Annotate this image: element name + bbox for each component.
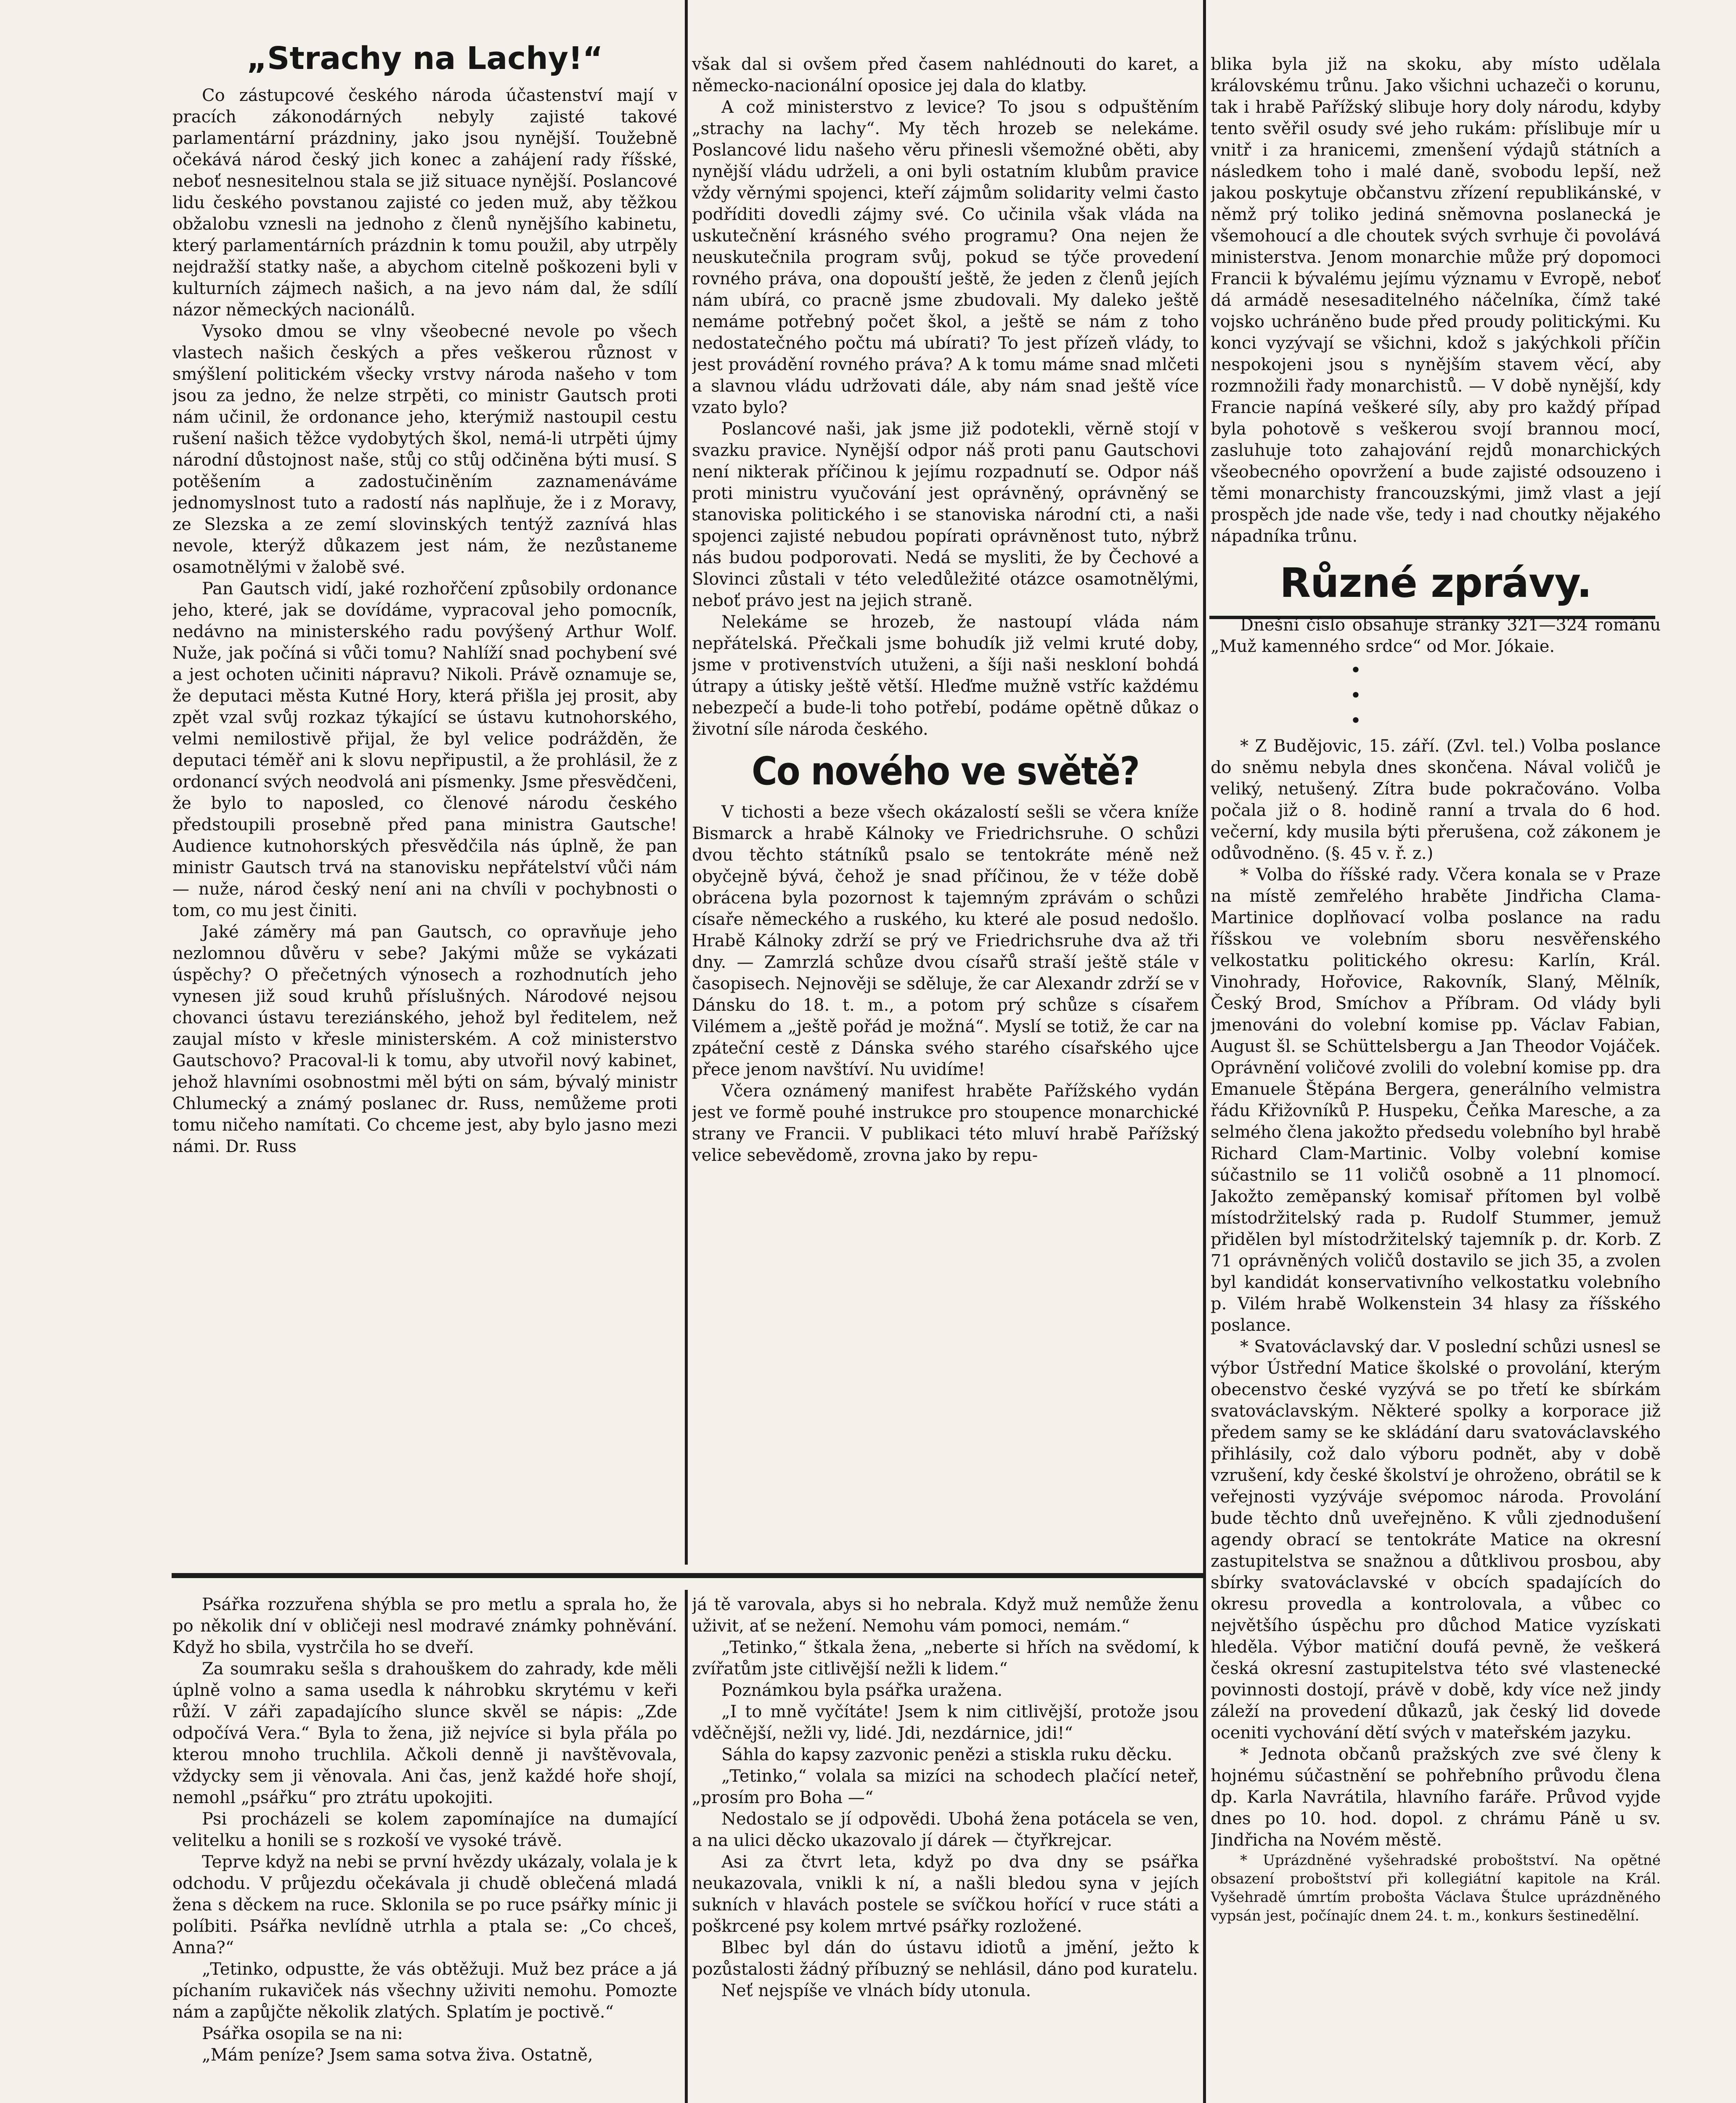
feuilleton-paragraph: Neť nejspíše ve vlnách bídy utonula. — [721, 1981, 1031, 2000]
article-paragraph: Včera oznámený manifest hraběte Pařížského vydán jest ve formě pouhé instrukce pro stoupence monarchické strany ve Francii. V publikaci této mluví hrabě Pařížský velice sebevědomě, zrovna jako by repu- — [692, 1081, 1199, 1165]
feuilleton-paragraph: Nedostalo se jí odpovědi. Ubohá žena potácela se ven, a na ulici děcko ukazovalo jí dárek — čtyřkrejcar. — [692, 1809, 1199, 1850]
novel-notice: Dnešní číslo obsahuje stránky 321—324 románu „Muž kamenného srdce“ od Mor. Jókaie. — [1211, 615, 1661, 656]
article-paragraph: blika byla již na skoku, aby místo udělala královskému trůnu. Jako všichni uchazeči o korunu, tak i hrabě Pařížský slibuje hory doly národu, kdyby tento svěřil osudy své jeho rukám: příslibuje mír u vnitř i za hranicemi, zmenšení výdajů státních a následkem toho i malé daně, svobodu lepší, než jakou poskytuje občanstvu zřízení republikánské, v němž prý toliko jediná sněmovna poslanecká je všemohoucí a dle choutek svých svrhuje či povolává ministerstva. Jenom monarchie může prý dopomoci Francii k bývalému jejímu významu v Evropě, neboť dá armádě nesesaditelného náčelníka, čímž také vojsko uchráněno bude před proudy politickými. Ku konci vyzývají se všichni, kdož s jakýchkoli příčin nespokojeni jsou s nynějším stavem věcí, aby rozmnožili řady monarchistů. — V době nynější, kdy Francie napíná veškeré síly, aby pro každý případ byla pohotově s veškerou svojí brannou mocí, zasluhuje toto zahajování rejdů monarchických všeobecného opovržení a bude zajisté odsouzeno i těmi monarchisty francouzskými, jimž vlast a její prospěch jde nade vše, tedy i nad choutky nějakého nápadníka trůnu. — [1211, 55, 1661, 546]
feuilleton-paragraph: Poznámkou byla psářka uražena. — [721, 1681, 1003, 1700]
article-paragraph: Poslancové naši, jak jsme již podotekli, věrně stojí v svazku pravice. Nynější odpor náš proti panu Gautschovi není nikterak příčinou k jejímu rozpadnutí se. Odpor náš proti ministru vyučování jest oprávněný, oprávněný se stanoviska politického i se stanoviska národní cti, a naši spojenci zajisté nebudou popírati oprávněnost tuto, nýbrž nás budou podporovati. Nedá se mysliti, že by Čechové a Slovinci zůstali v této veledůležité otázce osamotnělými, neboť právo jest na jejich straně. — [692, 419, 1199, 610]
feuilleton-paragraph: „Mám peníze? Jsem sama sotva živa. Ostatně, — [202, 2045, 593, 2065]
feuilleton-rule — [172, 1573, 1204, 1578]
column-rule-middle — [1203, 0, 1206, 2103]
feuilleton-paragraph: Psářka rozzuřena shýbla se pro metlu a sprala ho, že po několik dní v obličeji nesl modravé známky pohněvání. Když ho sbila, vystrčila ho se dveří. — [172, 1595, 677, 1657]
article-paragraph: Co zástupcové českého národa účastenství mají v pracích zákonodárných nebyly zajisté takové parlamentární prázdniny, jako jsou nynější. Toužebně očekává národ český jich konec a zahájení rady říšské, neboť nesnesitelnou stala se již situace nynější. Poslancové lidu českého povstanou zajisté co jeden muž, aby těžkou obžalobu vznesli na jednoho z členů nynějšího kabinetu, který parlamentárních prázdnin k tomu použil, aby utrpěly nejdražší statky naše, a abychom citelně poškozeni byli v kulturních zájmech našich, a na jevo nám dal, že sdílí názor německých nacionálů. — [172, 86, 677, 320]
news-item: * Jednota občanů pražských zve své členy k hojnému súčastnění se pohřebního průvodu člena dp. Karla Navrátila, hlavního faráře. Průvod vyjde dnes po 10. hod. dopol. z chrámu Páně u sv. Jindřicha na Novém městě. — [1211, 1745, 1661, 1850]
article-paragraph: V tichosti a beze všech okázalostí sešli se včera kníže Bismarck a hrabě Kálnoky ve Friedrichsruhe. O schůzi dvou těchto státníků psalo se tentokráte méně než obyčejně bývá, čehož je snad příčinou, že v téže době obrácena byla pozornost k tajemným zprávám o schůzi císaře německého a ruského, ku které ale posud nedošlo. Hrabě Kálnoky zdrží se prý ve Friedrichsruhe dva až tři dny. — Zamrzlá schůze dvou císařů straší ještě stále v časopisech. Nejnověji se sděluje, že car Alexandr zdrží se v Dánsku do 18. t. m., a potom prý schůze s císařem Vilémem a „ještě pořád je možná“. Myslí se totiž, že car na zpáteční cestě z Dánska svého starého císařského ujce přece jenom navštíví. Nu uvidíme! — [692, 803, 1199, 1079]
news-item: * Volba do říšské rady. Včera konala se v Praze na místě zemřelého hraběte Jindřicha Clama-Martinice doplňovací volba poslance na radu říšskou ve volebním sboru nesvěřenského velkostatku politického okresu: Karlín, Král. Vinohrady, Hořovice, Rakovník, Slaný, Mělník, Český Brod, Smíchov a Příbram. Od vlády byli jmenováni do volební komise pp. Václav Fabian, August šl. se Schüttelsbergu a Jan Theodor Vojáček. Oprávnění voličové zvolili do volební komise pp. dra Emanuele Štěpána Bergera, generálního velmistra řádu Křižovníků P. Huspeku, Čeňka Maresche, a za selmého člena jakožto předsedu volebního byl hrabě Richard Clam-Martinic. Volby volební komise súčastnilo se 11 voličů osobně a 11 plnomocí. Jakožto zeměpanský komisař přítomen byl volbě místodržitelský rada p. Rudolf Stummer, jemuž přidělen byl místodržitelský tajemník p. dr. Korb. Z 71 oprávněných voličů dostavilo se jich 35, a zvolen byl kandidát konservativního velkostatku volebního p. Vilém hrabě Wolkenstein 34 hlasy za říšského poslance. — [1211, 865, 1661, 1335]
section-title-world: Co nového ve světě? — [752, 749, 1139, 794]
feuilleton-paragraph: Asi za čtvrt leta, když po dva dny se psářka neukazovala, vnikli k ní, a našli bledou syna v jejích sukních v hlavách postele se svíčkou hořící v ruce státi a poškrcené psy kolem mrtvé psářky rozložené. — [692, 1852, 1199, 1936]
column-world-news — [692, 54, 1199, 1568]
feuilleton-middle — [692, 1594, 1199, 2103]
article-paragraph: však dal si ovšem před časem nahlédnouti do karet, a německo-nacionální oposice jej dala do klatby. — [692, 55, 1199, 95]
article-paragraph: Vysoko dmou se vlny všeobecné nevole po všech vlastech našich českých a přes veškerou různost v smýšlení politickém všecky vrstvy národa našeho v tom jsou za jedno, že nelze strpěti, co ministr Gautsch proti nám učinil, že ordonance jeho, kterýmiž nastoupil cestu rušení našich těžce vydobytých škol, nemá-li utrpěti újmy národní důstojnost naše, stůj co stůj odčiněna býti musí. S potěšením a zadostučiněním zaznamenáváme jednomyslnost tuto a radostí nás naplňuje, že i z Moravy, ze Slezska a ze zemí slovinských tentýž zaznívá hlas nevole, kterýž důkazem jest nám, že nezůstaneme osamotnělými v žalobě své. — [172, 322, 677, 577]
article-paragraph: A což ministerstvo z levice? To jsou s odpuštěním „strachy na lachy“. My těch hrozeb se nelekáme. Poslancové lidu našeho věru přinesli všemožné oběti, aby nynější vládu udrželi, a oni byli ostatním klubům pravice vždy věrnými spojenci, kteří zájmům solidarity velmi často podříditi dovedli zájmy své. Co učinila však vláda na uskutečnění krásného svého programu? Ona nejen že neuskutečnila program svůj, pokud se týče provedení rovného práva, ona dopouští ještě, že jeden z členů jejích nám ubírá, co pracně jsme zbudovali. My daleko ještě nemáme potřebný počet škol, a ještě se nám z toho nedostatečného počtu má ubírati? To jest přízeň vlády, to jest provádění rovného práva? A k tomu máme snad mlčeti a slavnou vládu udržovati dále, aby nám snad ještě více vzato bylo? — [692, 98, 1199, 417]
news-item: * Z Budějovic, 15. září. (Zvl. tel.) Volba poslance do sněmu nebyla dnes skončena. Nával voličů je veliký, netušený. Zítra bude pokračováno. Volba počala již o 8. hodině ranní a trvala do 6 hod. večerní, kdy musila býti přerušena, což zákonem je odůvodněno. (§. 45 v. ř. z.) — [1211, 736, 1661, 863]
news-item: * Svatováclavský dar. V poslední schůzi usnesl se výbor Ústřední Matice školské o provolání, kterým obecenstvo české vyzývá se po třetí ke sbírkám svatováclavským. Některé spolky a korporace již předem samy se ke skládání daru svatováclavského přihlásily, což dalo výboru podnět, aby v době vzrušení, kdy české školství je ohroženo, obrátil se k veřejnosti vyzýváje svépomoc národa. Provolání bude těchto dnů uveřejněno. K vůli zjednodušení agendy obrací se tentokráte Matice na okresní zastupitelstva se snažnou a důtklivou prosbou, aby sbírky svatováclavské v obcích spadajících do okresu provedla a kontrolovala, a vůbec co největšího úspěchu pro důchod Matice vyzískati hleděla. Výbor matiční doufá pevně, že veškerá česká okresní zastupitelstva této své vlastenecké povinnosti dostojí, právě v době, kdy více než jindy záleží na provedení důkazů, jak český lid dovede oceniti vychování dětí svých v mateřském jazyku. — [1211, 1337, 1661, 1743]
article-paragraph: Jaké záměry má pan Gautsch, co opravňuje jeho nezlomnou důvěru v sebe? Jakými může se vykázati úspěchy? O přečetných výnosech a rozhodnutích jeho vynesen již soud kruhů příslušných. Národové nejsou chovanci ústavu tereziánského, jehož byl ředitelem, než zaujal místo v křesle ministerském. A což ministerstvo Gautschovo? Pracoval-li k tomu, aby utvořil nový kabinet, jehož hlavními osobnostmi měl býti on sám, bývalý ministr Chlumecký a známý poslanec dr. Russ, nemůžeme proti tomu ničeho namítati. Co chceme jest, aby bylo jasno mezi námi. Dr. Russ — [172, 922, 677, 1156]
feuilleton-paragraph: „Tetinko, odpustte, že vás obtěžuji. Muž bez práce a já píchaním rukaviček nás všechny uživiti nemohu. Pomozte nám a zapůjčte několik zlatých. Splatím je poctivě.“ — [172, 1960, 677, 2022]
column-lead-article — [172, 38, 677, 1569]
column-rule-left — [685, 0, 688, 1565]
feuilleton-paragraph: Teprve když na nebi se první hvězdy ukázaly, volala je k odchodu. V průjezdu očekávala ji chudě oblečená mladá žena s děckem na ruce. Sklonila se po ruce psářky mínic ji políbiti. Psářka nevlídně utrhla a ptala se: „Co chceš, Anna?“ — [172, 1852, 677, 1957]
separator-dots: • • • — [1350, 659, 1521, 732]
section-title-misc: Různé zprávy. — [1280, 559, 1592, 607]
feuilleton-left — [172, 1594, 677, 2103]
feuilleton-paragraph: Sáhla do kapsy zazvonic penězi a stiskla ruku děcku. — [721, 1745, 1173, 1764]
feuilleton-paragraph: „Tetinko,“ štkala žena, „neberte si hřích na svědomí, k zvířatům jste citlivější nežli k lidem.“ — [692, 1638, 1199, 1679]
article-paragraph: Nelekáme se hrozeb, že nastoupí vláda nám nepřátelská. Přečkali jsme bohudík již velmi kruté doby, jsme v protivenstvích utuženi, a šíji naši neskloní bohdá útrapy a útisky ještě větší. Hleďme mužně vstříc každému nebezpečí a bude-li toho potřebí, podáme opětně důkaz o životní síle národa českého. — [692, 612, 1199, 739]
feuilleton-paragraph: Psi procházeli se kolem zapomínajíce na dumající velitelku a honili se s rozkoší ve vysoké trávě. — [172, 1809, 677, 1850]
feuilleton-paragraph: já tě varovala, abys si ho nebrala. Když muž nemůže ženu uživit, ať se nežení. Nemohu vám pomoci, nemám.“ — [692, 1595, 1199, 1636]
news-note: * Uprázdněné vyšehradské proboštství. Na opětné obsazení proboštství při kollegiátní kapitole na Král. Vyšehradě úmrtím probošta Václava Štulce uprázdněného vypsán jest, počínajíc dnem 24. t. m., konkurs šestinedělní. — [1211, 1852, 1661, 1924]
feuilleton-paragraph: „Tetinko,“ volala sa mizíci na schodech plačící neteř, „prosím pro Boha —“ — [692, 1767, 1199, 1807]
column-rule-feuilleton — [685, 1590, 688, 2103]
column-miscellaneous — [1211, 54, 1661, 2103]
feuilleton-paragraph: Za soumraku sešla s drahouškem do zahrady, kde měli úplně volno a sama usedla k náhrobku skrytému v keři růží. V záři zapadajícího slunce skvěl se nápis: „Zde odpočívá Vera.“ Byla to žena, již nejvíce si byla přála po kterou mnoho truchlila. Ačkoli denně ji navštěvovala, vždycky sem ji věnovala. Ani čas, jenž každé hoře shojí, nemohl „psářku“ pro ztrátu upokojiti. — [172, 1659, 677, 1807]
feuilleton-paragraph: Psářka osopila se na ni: — [202, 2024, 403, 2043]
feuilleton-paragraph: Blbec byl dán do ústavu idiotů a jmění, ježto k pozůstalosti žádný příbuzný se nehlásil, dáno pod kuratelu. — [692, 1938, 1199, 1979]
article-paragraph: Pan Gautsch vidí, jaké rozhořčení způsobily ordonance jeho, které, jak se dovídáme, vypracoval jeho pomocník, nedávno na ministerského radu povýšený Arthur Wolf. Nuže, jak počíná si vůči tomu? Nahlíží snad pochybení své a jest ochoten učiniti nápravu? Nikoli. Právě oznamuje se, že deputaci města Kutné Hory, která přišla jej prosit, aby zpět vzal svůj rozkaz týkající se ústavu kutnohorského, velmi nemilostivě přijal, že byl velice podrážděn, že deputaci téměř ani k slovu nepřipustil, a že prohlásil, že z ordonancí svých neodvolá ani písmenky. Jsme přesvědčeni, že bylo to naposled, co členové národu českého předstoupili prosebně před pana ministra Gautsche! Audience kutnohorských přesvědčila nás úplně, že pan ministr Gautsch trvá na stanovisku nepřátelství vůči nám — nuže, národ český není ani na chvíli v pochybnosti o tom, co mu jest činiti. — [172, 579, 677, 920]
article-title: „Strachy na Lachy!“ — [246, 40, 603, 77]
feuilleton-paragraph: „I to mně vyčítáte! Jsem k nim citlivější, protože jsou vděčnější, nežli vy, lidé. Jdi, nezdárnice, jdi!“ — [692, 1702, 1199, 1743]
